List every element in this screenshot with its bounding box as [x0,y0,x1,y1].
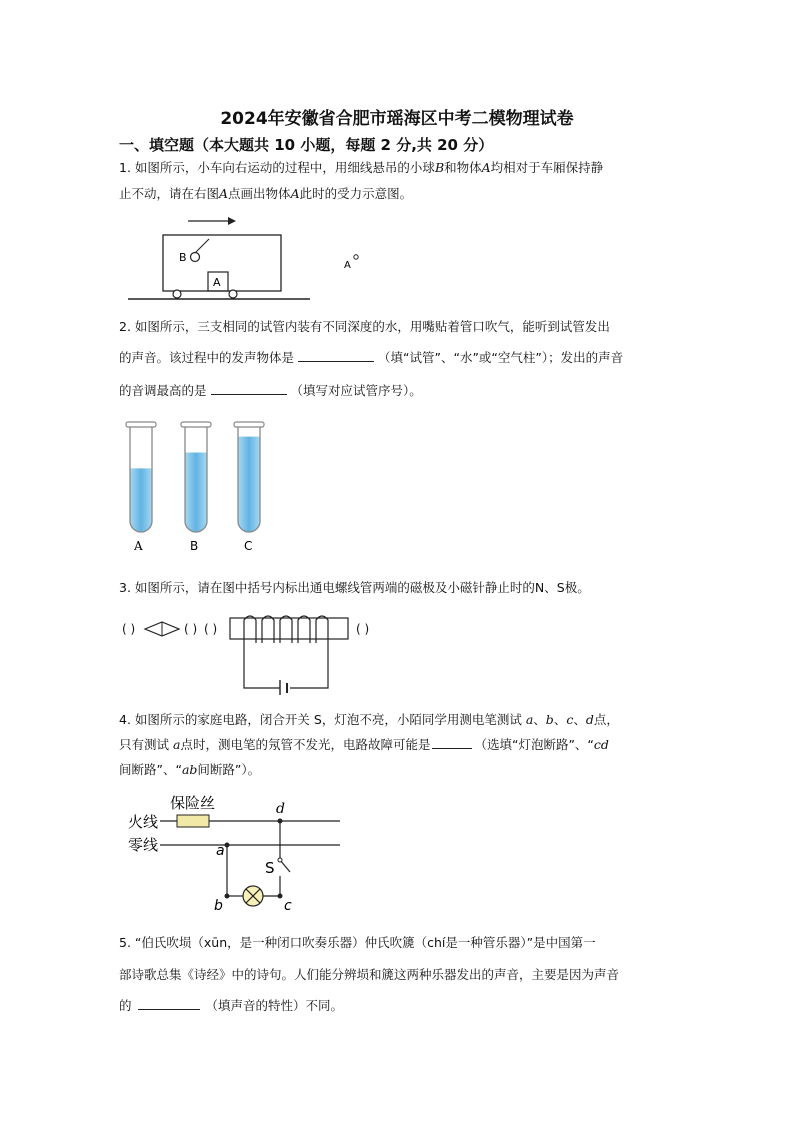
switch-label: S [265,859,275,877]
node-c-label: c [284,898,292,914]
q2-line-1: 2. 如图所示，三支相同的试管内装有不同深度的水，用嘴贴着管口吹气，能听到试管发出 [119,319,610,334]
node-d-label: d [276,801,285,817]
node-b-label: b [214,898,223,914]
neutral-wire-label: 零线 [128,836,159,854]
q3-bracket-needle-right[interactable]: ( ) [184,622,198,636]
section-heading: 一、填空题（本大题共 10 小题，每题 2 分,共 20 分） [119,136,494,154]
q5-line-1: 5. “伯氏吹埙（xūn，是一种闭口吹奏乐器）仲氏吹篪（chí是一种管乐器）”是中国第一 [119,935,596,950]
bulb-icon [243,886,263,906]
fuse-label: 保险丝 [170,794,216,812]
q2-answer-blank-1[interactable] [298,349,374,362]
q5-number: 5. [119,935,131,950]
q4-line-3: 间断路”、“ab间断路”）。 [119,762,261,777]
page-title: 2024年安徽省合肥市瑶海区中考二模物理试卷 [220,109,574,129]
wheel-right [229,290,237,298]
wheel-left [173,290,181,298]
q2-line-3: 的音调最高的是 （填写对应试管序号）。 [119,383,422,398]
q4-number: 4. [119,712,131,727]
point-a [354,255,358,259]
q2-line-2: 的声音。该过程中的发声物体是 （填“试管”、“水”或“空气柱”）；发出的声音 [119,350,624,365]
q3-bracket-needle-left[interactable]: ( ) [122,622,136,636]
node-a-label: a [216,843,225,859]
motion-arrow-icon [188,217,236,225]
block-label: A [213,276,221,289]
ball-label: B [179,251,187,264]
node-b [225,894,230,899]
node-c [278,894,283,899]
q2-test-tubes-figure [120,416,290,556]
live-wire-label: 火线 [128,813,159,831]
tube-a-label: A [134,539,143,553]
tube-b-label: B [190,539,199,553]
q4-circuit-figure [120,790,360,915]
q2-number: 2. [119,319,131,334]
q3-number: 3. [119,580,131,595]
q2-answer-blank-2[interactable] [211,382,287,395]
test-tube-c [234,422,264,553]
q4-line-1: 4. 如图所示的家庭电路，闭合开关 S，灯泡不亮，小陌同学用测电笔测试 a、b、c、d点， [119,712,619,727]
ball [191,253,200,262]
q3-solenoid-figure [140,610,360,695]
q1-number: 1. [119,160,131,175]
q5-answer-blank[interactable] [138,997,200,1010]
q5-line-2: 部诗歌总集《诗经》中的诗句。人们能分辨埙和篪这两种乐器发出的声音，主要是因为声音 [119,967,620,982]
q5-line-3: 的 （填声音的特性）不同。 [119,998,344,1013]
wire-left [244,643,280,688]
q1-line-1: 1. 如图所示，小车向右运动的过程中，用细线悬吊的小球B和物体A均相对于车厢保持静 [119,160,604,175]
point-a-label: A [344,260,351,271]
q4-answer-blank[interactable] [432,736,472,749]
q3-bracket-coil-left[interactable]: ( ) [204,622,218,636]
q1-cart-figure [120,210,380,305]
solenoid-core [230,618,348,639]
fuse [177,815,209,827]
tube-c-label: C [244,539,253,553]
test-tube-b [181,422,211,553]
string [195,239,209,253]
q1-line-2: 止不动，请在右图A点画出物体A此时的受力示意图。 [119,186,413,201]
wire-right [290,643,328,688]
q3-bracket-coil-right[interactable]: ( ) [356,622,370,636]
q3-line-1: 3. 如图所示，请在图中括号内标出通电螺线管两端的磁极及小磁针静止时的N、S极。 [119,580,590,595]
q4-line-2: 只有测试 a点时，测电笔的氖管不发光，电路故障可能是 （选填“灯泡断路”、“cd [119,737,609,752]
test-tube-a [126,422,156,553]
